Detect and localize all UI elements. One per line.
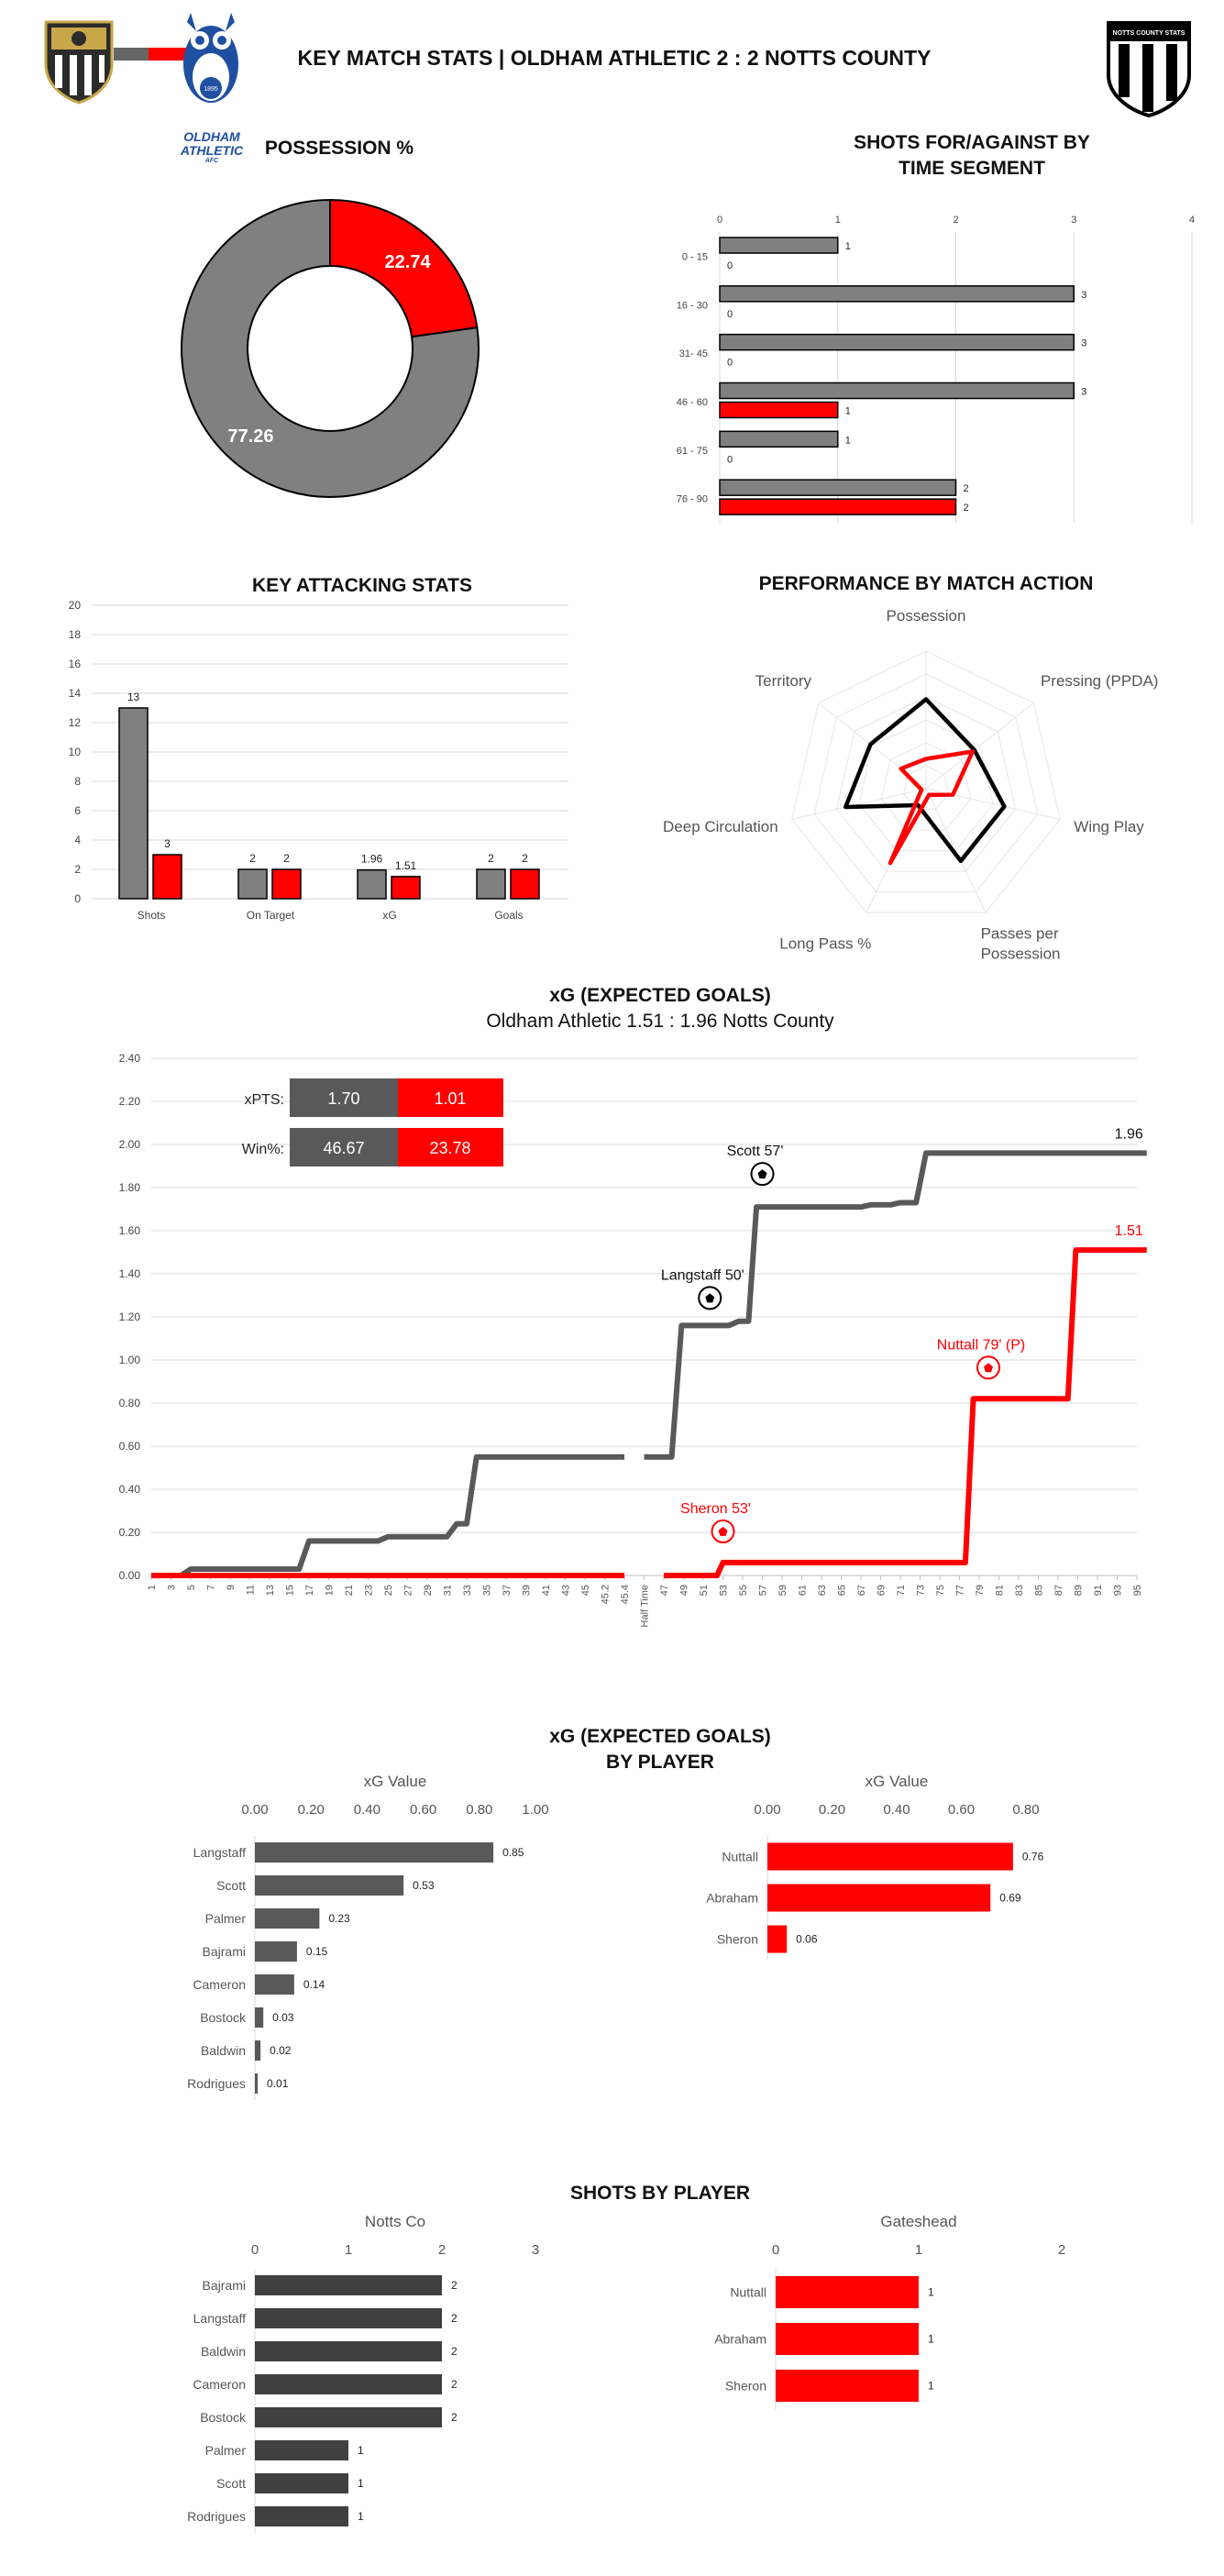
x-tick-label: 55 [738,1585,749,1597]
x-tick-label: 77 [954,1585,966,1597]
bar [255,2407,442,2427]
y-tick-label: 1.20 [118,1310,140,1323]
xg-player-oldham-chart [669,1770,1109,2109]
axis-title: xG Value [363,1773,427,1790]
x-tick-label: 39 [521,1585,533,1597]
x-tick-label: 1 [914,2242,923,2258]
bar-label: 1 [358,2477,364,2490]
bar [255,1941,297,1962]
bar [255,1974,294,1995]
y-tick-label: 12 [68,716,81,729]
category-label: Scott [216,1878,246,1893]
x-tick-label: 3 [1071,215,1077,226]
category-label: Scott [216,2476,246,2491]
x-tick-label: 7 [205,1585,217,1591]
y-tick-label: 1.80 [118,1181,140,1194]
bar-label: 1 [844,435,851,447]
versus-connector [114,48,150,61]
bar [255,2040,260,2061]
football-icon [699,1287,721,1309]
bar [255,2506,348,2526]
x-tick-label: 21 [344,1585,355,1597]
football-icon [977,1356,999,1378]
bar-label: 0.23 [328,1912,350,1925]
x-tick-label: 0.60 [409,1802,437,1818]
x-tick-label: 3 [166,1585,178,1591]
bar-label: 2 [522,852,528,865]
bar-label: 0.85 [502,1846,524,1859]
bar-label: 2 [249,852,256,865]
x-tick-label: 3 [531,2242,540,2258]
football-icon [712,1520,734,1542]
oldham-crest-year: 1895 [204,86,218,93]
xg-line [664,1250,1147,1575]
bar [776,2323,919,2355]
bar [720,403,838,418]
x-tick-label: 2 [437,2242,447,2258]
bar [255,2308,442,2328]
bar-label: 0.01 [267,2077,289,2090]
x-tick-label: 91 [1093,1585,1104,1597]
x-tick-label: 0.00 [241,1802,269,1818]
bar [511,869,539,899]
x-tick-label: 81 [994,1585,1006,1597]
bar [255,2007,263,2028]
bar-label: 1 [358,2444,364,2457]
y-tick-label: 0.60 [118,1440,140,1453]
bar [720,431,838,447]
bar-label: 0.76 [1021,1850,1044,1863]
x-tick-label: 0 [250,2242,259,2258]
bar-label: 1.96 [360,852,383,866]
category-label: 76 - 90 [676,493,708,505]
stat-box-notts-value: 1.70 [327,1089,360,1108]
bar-label: 13 [127,691,140,703]
axis-title: Notts Co [364,2213,426,2230]
radar-axis-label: Deep Circulation [663,817,778,835]
x-tick-label: 85 [1033,1585,1045,1597]
y-tick-label: 2 [74,863,81,876]
bar-label: 0 [727,260,733,271]
bar-label: 2 [451,2411,458,2424]
bar [720,286,1074,302]
radar-title: PERFORMANCE BY MATCH ACTION [758,573,1094,594]
shots-player-notts-chart [138,2210,614,2559]
bar [720,499,956,514]
xg-player-title-line2: BY PLAYER [606,1752,714,1773]
x-tick-label: 49 [678,1585,690,1597]
category-label: Shots [137,909,166,922]
y-tick-label: 8 [74,775,81,788]
x-tick-label: 2 [1057,2242,1066,2258]
y-tick-label: 2.00 [118,1138,140,1151]
notts-county-stats-badge [1106,20,1192,117]
stat-box-label: xPTS: [244,1092,284,1108]
bar [720,480,956,495]
category-label: 31- 45 [678,348,708,360]
bar-label: 1 [928,2379,934,2393]
bar-label: 0.14 [303,1978,325,1991]
bar [255,2473,348,2493]
x-tick-label: 0.60 [947,1802,976,1818]
bar [255,2440,348,2460]
x-tick-label: 1 [147,1585,158,1591]
x-tick-label: 1.00 [522,1802,549,1818]
bar-label: 3 [1081,337,1087,349]
goal-annotation: Langstaff 50' [660,1267,744,1284]
y-tick-label: 1.00 [118,1354,140,1366]
y-tick-label: 0.40 [118,1483,140,1496]
x-tick-label: 0 [716,215,723,226]
x-tick-label: 45 [580,1585,591,1597]
category-label: Cameron [193,1977,246,1992]
x-tick-label: 0.40 [353,1802,381,1818]
category-label: Langstaff [193,1845,246,1860]
bar [391,877,420,899]
x-tick-label: 59 [777,1585,788,1597]
category-label: Sheron [724,2378,766,2394]
y-tick-label: 16 [68,658,81,670]
x-tick-label: 0.80 [1012,1802,1040,1818]
x-tick-label: 13 [265,1585,276,1597]
shots-player-title: SHOTS BY PLAYER [569,2183,751,2204]
x-tick-label: 5 [186,1585,197,1591]
goal-annotation: Scott 57' [726,1144,784,1160]
y-tick-label: 18 [68,628,81,641]
category-label: Bajrami [202,1944,246,1959]
shots-player-oldham-chart [669,2210,1146,2485]
x-tick-label: 69 [876,1585,888,1597]
bar [720,238,838,253]
x-tick-label: 93 [1112,1585,1124,1597]
x-tick-label: 61 [797,1585,809,1597]
y-tick-label: 0.20 [118,1526,140,1539]
x-tick-label: 45.4 [620,1585,631,1605]
bar-label: 0.06 [796,1932,818,1946]
bar [238,869,267,899]
category-label: 16 - 30 [676,300,708,312]
category-label: 0 - 15 [681,251,708,263]
x-tick-label: 0.20 [297,1802,325,1818]
x-tick-label: 37 [502,1585,513,1597]
bar-label: 0 [727,454,733,466]
category-label: Rodrigues [187,2509,246,2524]
y-tick-label: 0.80 [118,1397,140,1410]
xg-timeline-chart [73,1045,1174,1687]
bar [720,383,1074,399]
bar [767,1885,990,1912]
category-label: Goals [494,909,524,922]
bar [255,2073,258,2094]
bar-label: 2 [963,483,969,495]
stat-box-notts-value: 46.67 [323,1139,365,1157]
y-tick-label: 0.00 [118,1569,140,1582]
bar-label: 3 [1081,386,1087,398]
xg-end-label: 1.96 [1114,1126,1143,1143]
x-tick-label: 29 [423,1585,434,1597]
bar [477,869,505,899]
category-label: Abraham [706,1890,758,1906]
bar-label: 0.69 [999,1891,1021,1905]
category-label: Abraham [714,2331,766,2347]
bar [720,335,1074,350]
x-tick-label: 41 [541,1585,552,1597]
x-tick-label: 1 [344,2242,353,2258]
category-label: Bajrami [202,2278,246,2293]
stat-box-oldham-value: 23.78 [429,1139,471,1157]
xg-player-title-line1: xG (EXPECTED GOALS) [549,1726,771,1747]
xg-title: xG (EXPECTED GOALS) [549,985,771,1006]
y-tick-label: 10 [68,746,81,758]
radar-axis-label: Long Pass % [779,934,872,953]
bar [767,1926,787,1953]
possession-slice-label: 77.26 [227,426,274,448]
bar-label: 2 [451,2378,458,2391]
y-tick-label: 20 [68,599,81,612]
bar [272,869,301,899]
y-tick-label: 6 [74,804,81,817]
oldham-crest-name: OLDHAM ATHLETIC [180,129,244,158]
x-tick-label: 33 [462,1585,473,1597]
bar-label: 0.15 [305,1945,328,1958]
bar [255,1908,319,1929]
x-tick-label: 75 [935,1585,946,1597]
stat-box-oldham-value: 1.01 [434,1089,467,1108]
y-tick-label: 4 [74,834,81,846]
category-label: Nuttall [722,1849,758,1864]
bar-label: 1.51 [394,858,417,872]
bar-label: 1 [928,2285,934,2299]
bar-label: 0.03 [272,2011,294,2024]
shots-segment-chart [623,206,1210,527]
bar-label: 2 [451,2312,458,2325]
x-tick-label: 9 [226,1585,237,1591]
x-tick-label: 47 [659,1585,670,1597]
radar-axis-label: Wing Play [1074,817,1144,835]
x-tick-label: 0.00 [754,1802,781,1818]
x-tick-label: 53 [718,1585,730,1597]
attacking-title: KEY ATTACKING STATS [252,575,472,596]
oldham-crest-sub: AFC [204,158,219,164]
x-tick-label: 4 [1188,215,1196,226]
y-tick-label: 14 [68,687,81,700]
shots-segment-title-line1: SHOTS FOR/AGAINST BY [854,132,1090,153]
x-tick-label: 31 [442,1585,454,1597]
x-tick-label: 25 [383,1585,394,1597]
bar-label: 1 [928,2332,934,2346]
bar-label: 2 [451,2279,458,2292]
x-tick-label: 15 [284,1585,296,1597]
x-tick-label: 0.20 [818,1802,846,1818]
x-tick-label: 1 [834,215,841,226]
category-label: xG [382,909,397,922]
bar [255,1842,493,1863]
bar [255,1875,403,1896]
category-label: Baldwin [200,2344,246,2359]
shots-segment-title [798,130,1146,182]
category-label: 61 - 75 [676,445,708,457]
bar-label: 2 [451,2345,458,2358]
x-tick-label: 67 [856,1585,867,1597]
radar-axis-label: Territory [755,671,812,690]
possession-chart [174,193,486,504]
bar-label: 2 [488,852,494,865]
bar-label: 0.02 [270,2044,292,2057]
category-label: Bostock [200,2410,246,2425]
y-tick-label: 2.20 [118,1095,140,1108]
xg-player-title [477,1724,844,1775]
bar [358,870,386,899]
x-tick-label: 71 [896,1585,907,1597]
shots-segment-title-line2: TIME SEGMENT [899,158,1045,179]
radar-chart [642,605,1210,972]
bar [776,2276,919,2308]
category-label: 46 - 60 [676,396,708,408]
y-tick-label: 0 [74,892,81,905]
x-tick-label: 19 [324,1585,336,1597]
bar-label: 0.53 [413,1879,435,1892]
x-tick-label: 0.80 [466,1802,493,1818]
x-tick-label: 23 [363,1585,375,1597]
x-tick-label: 87 [1053,1585,1064,1597]
category-label: Palmer [204,2443,246,2458]
x-tick-label: 63 [817,1585,828,1597]
bar-label: 0 [727,308,733,320]
bar-label: 1 [358,2510,364,2523]
category-label: Nuttall [730,2284,766,2300]
x-tick-label: 65 [836,1585,848,1597]
x-tick-label: 35 [481,1585,493,1597]
axis-title: xG Value [865,1773,929,1790]
x-tick-label: 0.40 [883,1802,910,1818]
axis-title: Gateshead [880,2213,957,2230]
y-tick-label: 2.40 [118,1052,140,1065]
xg-subtitle: Oldham Athletic 1.51 : 1.96 Notts County [486,1011,834,1032]
x-tick-label: 89 [1073,1585,1085,1597]
category-label: Bostock [200,2010,246,2025]
xg-player-notts-chart [138,1770,578,2109]
category-label: On Target [246,909,295,922]
x-tick-label: 27 [402,1585,414,1597]
x-tick-label: 17 [304,1585,315,1597]
x-tick-label: 11 [245,1585,257,1596]
bar-label: 1 [844,405,851,417]
bar-label: 0 [727,357,733,369]
category-label: Palmer [204,1911,246,1926]
bar-label: 1 [844,241,851,252]
bar [767,1843,1013,1871]
bar [153,855,182,899]
stat-box-label: Win%: [241,1142,284,1157]
x-tick-label: 51 [699,1585,710,1597]
bar [255,2341,442,2361]
x-tick-label: 0 [771,2242,780,2258]
category-label: Rodrigues [187,2076,246,2091]
category-label: Langstaff [193,2311,246,2326]
x-tick-label: 45.2 [600,1585,612,1605]
bar [776,2370,919,2402]
possession-slice-label: 22.74 [384,251,431,272]
stats-badge-text: NOTTS COUNTY STATS [1112,30,1185,37]
radar-axis-label: Possession [980,945,1061,963]
x-tick-label: 83 [1014,1585,1025,1597]
possession-title: POSSESSION % [264,138,414,159]
category-label: Baldwin [200,2043,246,2058]
x-tick-label: 73 [915,1585,927,1597]
xg-end-label: 1.51 [1114,1223,1143,1240]
bar [255,2374,442,2394]
radar-axis-label: Passes per [980,924,1059,943]
notts-county-crest [42,17,116,105]
goal-annotation: Nuttall 79' (P) [936,1337,1026,1354]
bar-label: 2 [283,852,290,865]
radar-axis-label: Pressing (PPDA) [1040,671,1159,690]
y-tick-label: 1.40 [118,1267,140,1280]
x-tick-label: 2 [953,215,959,226]
bar-label: 3 [164,837,171,850]
category-label: Sheron [716,1931,758,1947]
radar-axis-label: Possession [886,607,966,625]
x-tick-label: 95 [1132,1585,1143,1597]
football-icon [752,1163,774,1185]
xg-line [151,1457,624,1575]
x-tick-label: 57 [757,1585,769,1597]
attacking-chart [37,596,587,935]
category-label: Cameron [193,2377,246,2392]
x-tick-label: 43 [560,1585,572,1597]
bar [119,708,148,899]
x-tick-label: Half Time [639,1585,651,1628]
bar [255,2275,442,2295]
bar-label: 2 [963,503,969,514]
x-tick-label: 79 [975,1585,986,1597]
bar-label: 3 [1081,289,1087,301]
y-tick-label: 1.60 [118,1224,140,1237]
page-title: KEY MATCH STATS | OLDHAM ATHLETIC 2 : 2 NOTTS COUNTY [297,46,932,70]
goal-annotation: Sheron 53' [680,1500,751,1517]
